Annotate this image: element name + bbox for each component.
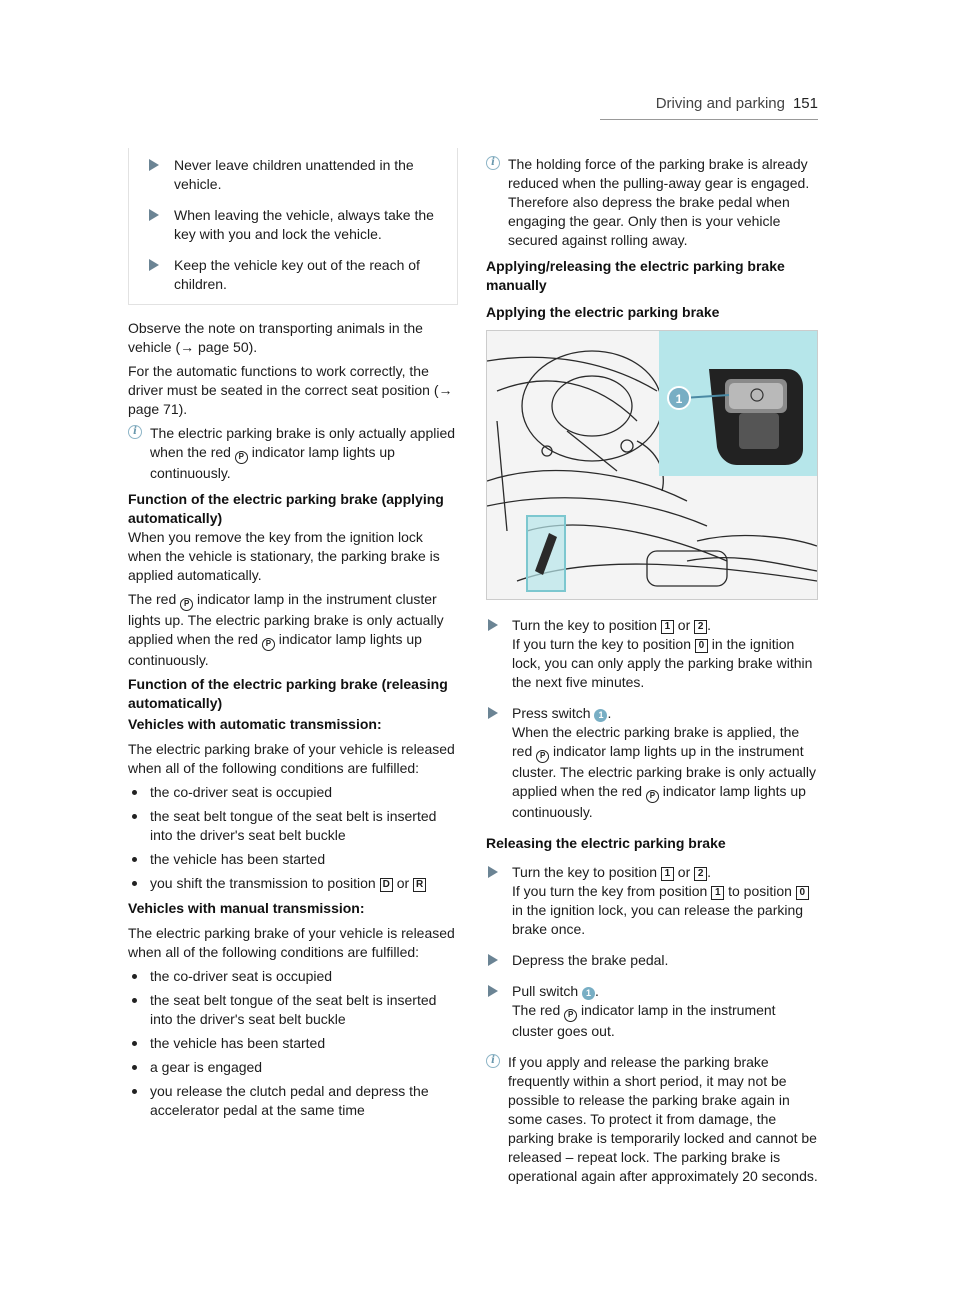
list-item: the co-driver seat is occupied [128, 783, 458, 802]
page-header [600, 95, 818, 120]
step-arrow-icon [488, 954, 498, 966]
position-0-symbol: 0 [796, 886, 809, 900]
observe-note: Observe the note on transporting animals in the vehicle (→ page 50). [128, 320, 423, 355]
heading-release-auto: Function of the electric parking brake (releasing automatically) [128, 676, 448, 711]
red-lamp-note: The red P indicator lamp in the instrument cluster lights up. The electric parking brake is only actually applied when the red P indicator lamp lights up continuously. [128, 591, 444, 668]
position-0-symbol: 0 [695, 639, 708, 653]
seat-position-note: For the automatic functions to work correctly, the driver must be seated in the correct seat position (→ page 71). [128, 363, 453, 417]
callout-1-icon: 1 [594, 709, 607, 722]
manual-conditions-list [128, 967, 458, 1120]
parking-brake-icon: P [180, 598, 193, 611]
position-1-symbol: 1 [711, 886, 724, 900]
info-note: i The electric parking brake is only actually applied when the red P indicator lamp lights up continuously. [128, 424, 458, 483]
info-icon: i [486, 156, 500, 170]
parking-brake-icon: P [646, 790, 659, 803]
step-arrow-icon [488, 985, 498, 997]
instruction-step: Press switch 1 . When the electric parking brake is applied, the red P indicator lamp lights up in the instrument cluster. The electric parking brake is only actually applied when the red P indicator lamp lights up continuously. [486, 704, 818, 822]
warning-box [128, 148, 458, 305]
warning-step: When leaving the vehicle, always take the key with you and lock the vehicle. [139, 206, 447, 244]
step-arrow-icon [488, 866, 498, 878]
step-arrow-icon [149, 159, 159, 171]
info-icon: i [486, 1054, 500, 1068]
step-arrow-icon [149, 259, 159, 271]
list-item: you release the clutch pedal and depress the accelerator pedal at the same time [128, 1082, 458, 1120]
callout-1-label: 1 [675, 392, 683, 406]
step-arrow-icon [488, 619, 498, 631]
heading-manual-trans: Vehicles with manual transmission: [128, 900, 365, 916]
heading-apply-auto: Function of the electric parking brake (applying automatically) [128, 491, 444, 526]
callout-1-icon: 1 [582, 987, 595, 1000]
position-1-symbol: 1 [661, 867, 674, 881]
instruction-step: Depress the brake pedal. [486, 951, 818, 970]
list-item: the seat belt tongue of the seat belt is inserted into the driver's seat belt buckle [128, 807, 458, 845]
warning-step: Keep the vehicle key out of the reach of children. [139, 256, 447, 294]
list-item: the vehicle has been started [128, 850, 458, 869]
list-item: the seat belt tongue of the seat belt is inserted into the driver's seat belt buckle [128, 991, 458, 1029]
parking-brake-icon: P [536, 750, 549, 763]
list-item: the co-driver seat is occupied [128, 967, 458, 986]
position-d-symbol: D [380, 878, 393, 892]
position-1-symbol: 1 [661, 620, 674, 634]
heading-auto-trans: Vehicles with automatic transmission: [128, 716, 382, 732]
info-icon: i [128, 425, 142, 439]
parking-brake-icon: P [262, 638, 275, 651]
list-item: you shift the transmission to position D or R [128, 874, 458, 893]
instruction-step: Pull switch 1 . The red P indicator lamp in the instrument cluster goes out. [486, 982, 818, 1041]
warning-step: Never leave children unattended in the vehicle. [139, 156, 447, 194]
auto-conditions-list [128, 783, 458, 893]
right-column [486, 155, 818, 1193]
section-title: Driving and parking [655, 95, 785, 112]
parking-brake-icon: P [235, 451, 248, 464]
instruction-step: Turn the key to position 1 or 2 . If you turn the key to position 0 in the ignition lock, you can only apply the parking brake within the next five minutes. [486, 616, 818, 692]
left-column: Never leave children unattended in the vehicle. When leaving the vehicle, always take the key with you and lock the vehicle. Keep the vehicle key out of the reach of children. Observe the note on transporting animals in the vehicle (→ page 50). For the automatic functions to work correctly, the driver must be seated in the correct seat position (→ page 71). i The electric parking brake is only actually applied when the red P indicator lamp lights up continuously. Function of the electric parking brake (applying automatically) When you remove the key from the ignition lock when the vehicle is stationary, the parking brake is applied automatically. The red P indicator lamp in the instrument cluster lights up. The electric parking brake is only actually applied when the red P indicator lamp lights up continuously. Function of the electric parking brake (releasing automatically) Vehicles with automatic transmission: The electric parking brake of your vehicle is released when all of the following conditions are fulfilled: the co-driver seat is occupied the seat belt tongue of the seat belt is inserted into the driver's seat belt buckle the vehicle has been started you shift the transmission to position D or R Vehicles with manual transmission: The electric parking brake of your vehicle is released when all of the following conditions are fulfilled: the co-driver seat is occupied the seat belt tongue of the seat belt is inserted into the driver's seat belt buckle the vehicle has been started a gear is engaged you release the clutch pedal and depress the accelerator pedal at the same time [128, 148, 458, 1126]
instruction-step: Turn the key to position 1 or 2 . If you turn the key from position 1 to position 0 in the ignition lock, you can release the parking brake once. [486, 863, 818, 939]
page-number: 151 [792, 95, 818, 112]
parking-brake-illustration [486, 330, 818, 600]
position-2-symbol: 2 [694, 620, 707, 634]
info-note: i The holding force of the parking brake is already reduced when the pulling-away gear is engaged. Therefore also depress the brake pedal when engaging the gear. Only then is your vehicle secured against rolling away. [486, 155, 818, 250]
parking-brake-icon: P [564, 1009, 577, 1022]
heading-apply: Applying the electric parking brake [486, 304, 720, 320]
info-note: i If you apply and release the parking brake frequently within a short period, it may not be possible to release the parking brake again in some cases. To protect it from damage, the parking brake is temporarily locked and cannot be released – repeat lock. The parking brake is operational again after approximately 20 seconds. [486, 1053, 818, 1186]
heading-manual: Applying/releasing the electric parking brake manually [486, 258, 785, 293]
heading-release: Releasing the electric parking brake [486, 835, 726, 851]
cockpit-illustration [487, 331, 817, 599]
step-arrow-icon [149, 209, 159, 221]
list-item: a gear is engaged [128, 1058, 458, 1077]
position-r-symbol: R [413, 878, 426, 892]
step-arrow-icon [488, 707, 498, 719]
list-item: the vehicle has been started [128, 1034, 458, 1053]
position-2-symbol: 2 [694, 867, 707, 881]
